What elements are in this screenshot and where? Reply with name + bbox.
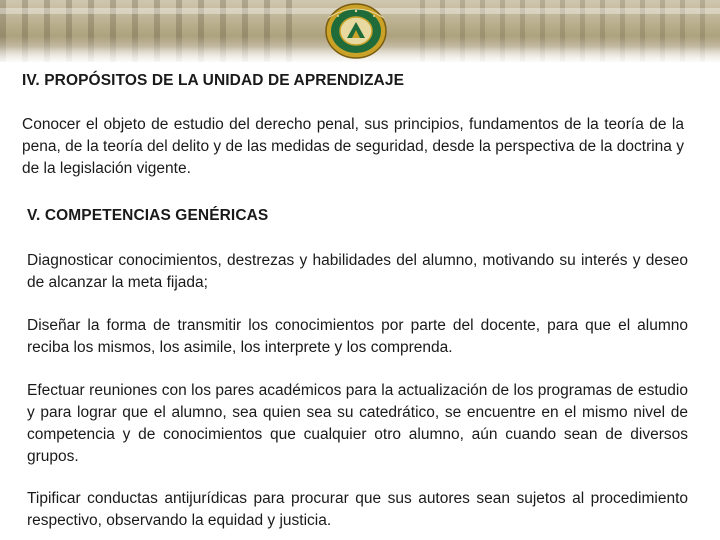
competency-paragraph: Diagnosticar conocimientos, destrezas y habilidades del alumno, motivando su interés y deseo de alcanzar la meta fijada; bbox=[27, 252, 688, 291]
section-heading-competencies: V. COMPETENCIAS GENÉRICAS bbox=[27, 207, 269, 224]
header-banner bbox=[0, 0, 720, 62]
university-seal-logo bbox=[316, 2, 396, 60]
competency-paragraph: Tipificar conductas antijurídicas para procurar que sus autores sean sujetos al procedimiento respectivo, observando la equidad y justicia. bbox=[27, 490, 688, 529]
purpose-paragraph: Conocer el objeto de estudio del derecho penal, sus principios, fundamentos de la teoría de la pena, de la teoría del delito y de las medidas de seguridad, desde la perspectiva de la doctrina y de la legislación vigente. bbox=[22, 116, 684, 177]
section-heading-purposes: IV. PROPÓSITOS DE LA UNIDAD DE APRENDIZAJE bbox=[22, 72, 405, 89]
competency-paragraph: Diseñar la forma de transmitir los conocimientos por parte del docente, para que el alumno reciba los mismos, los asimile, los interprete y los comprenda. bbox=[27, 317, 688, 356]
competency-paragraph: Efectuar reuniones con los pares académicos para la actualización de los programas de estudio y para lograr que el alumno, sea quien sea su catedrático, se encuentre en el mismo nivel de competencia y de conocimientos que cualquier otro alumno, aún cuando sean de diversos grupos. bbox=[27, 382, 688, 465]
